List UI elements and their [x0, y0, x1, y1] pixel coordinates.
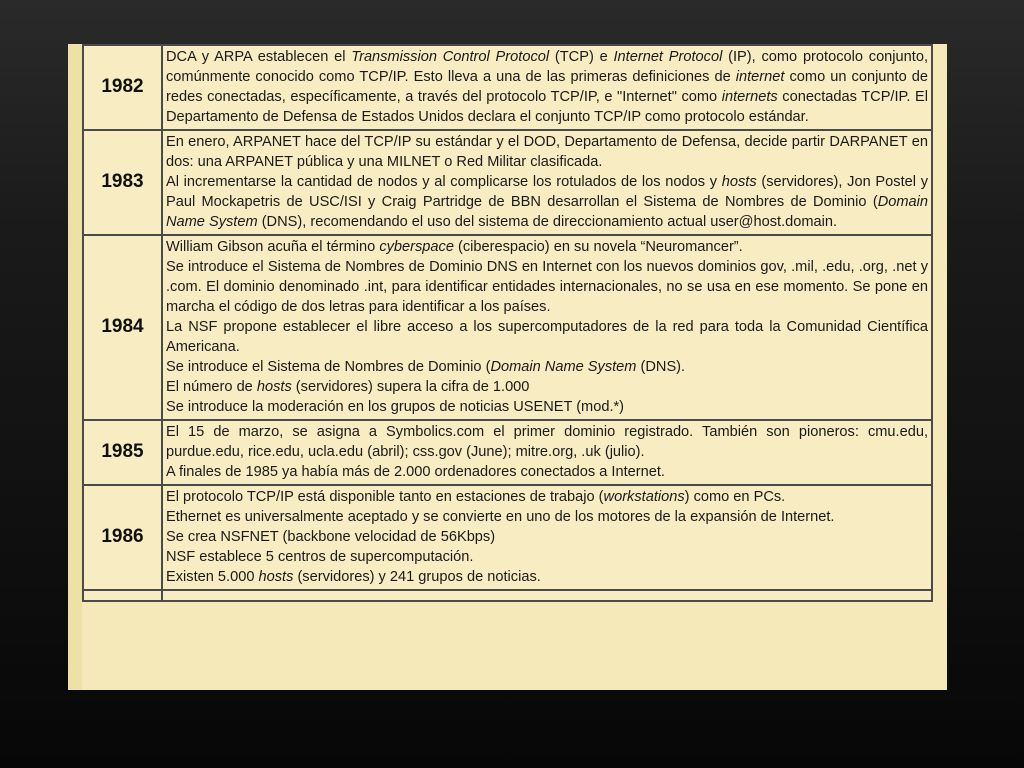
italic-term: internets	[721, 89, 778, 105]
text-segment: conectadas TCP/IP. El Departamento de Defensa de Estados Unidos declara el conjunto TCP/IP como protocolo estándar.	[166, 89, 928, 125]
description-paragraph	[166, 462, 928, 482]
year-cell: 1984	[83, 235, 162, 420]
text-segment: DCA y ARPA establecen el	[166, 49, 352, 65]
cropped-year-cell	[83, 590, 162, 601]
year-cell: 1985	[83, 420, 162, 485]
description-cell	[162, 420, 932, 485]
text-segment: como un conjunto de redes conectadas, específicamente, a través del protocolo TCP/IP, e "Internet" como	[166, 69, 928, 105]
italic-term: Domain Name System	[166, 194, 928, 230]
left-margin-strip	[68, 44, 82, 690]
text-segment: Al incrementarse la cantidad de nodos y al complicarse los rotulados de los nodos y	[166, 174, 722, 190]
text-segment: (servidores), Jon Postel y Paul Mockapetris de USC/ISI y Craig Partridge de BBN desarrollan el Sistema de Nombres de Dominio (	[166, 174, 928, 210]
italic-term: hosts	[721, 174, 757, 190]
italic-term: internet	[735, 69, 785, 85]
description-paragraph	[166, 377, 928, 397]
text-segment: En enero, ARPANET hace del TCP/IP su estándar y el DOD, Departamento de Defensa, decide partir DARPANET en dos: una ARPANET pública y una MILNET o Red Militar clasificada.	[166, 134, 928, 170]
description-paragraph	[166, 172, 928, 232]
text-segment: (DNS), recomendando el uso del sistema de direccionamiento actual user@host.domain.	[257, 214, 838, 230]
description-paragraph	[166, 422, 928, 462]
text-segment: (DNS).	[636, 359, 686, 375]
text-segment: (ciberespacio) en su novela “Neuromancer”.	[453, 239, 743, 255]
text-segment: Se introduce la moderación en los grupos de noticias USENET (mod.*)	[166, 399, 625, 415]
text-segment: El 15 de marzo, se asigna a Symbolics.com el primer dominio registrado. También son pioneros: cmu.edu, purdue.edu, rice.edu, ucla.edu (abril); css.gov (June); mitre.org, .uk (julio).	[166, 424, 928, 460]
italic-term: Transmission Control Protocol	[351, 49, 550, 65]
description-paragraph	[166, 397, 928, 417]
year-cell: 1982	[83, 45, 162, 130]
description-paragraph	[166, 257, 928, 317]
year-cell: 1983	[83, 130, 162, 235]
text-segment: El protocolo TCP/IP está disponible tanto en estaciones de trabajo (	[166, 489, 604, 505]
text-segment: Se introduce el Sistema de Nombres de Dominio (	[166, 359, 491, 375]
table-body	[83, 45, 932, 601]
text-segment: El número de	[166, 379, 257, 395]
description-cell	[162, 130, 932, 235]
text-segment: A finales de 1985 ya había más de 2.000 ordenadores conectados a Internet.	[166, 464, 665, 480]
description-paragraph	[166, 47, 928, 127]
description-paragraph	[166, 357, 928, 377]
italic-term: Domain Name System	[490, 359, 637, 375]
text-segment: Se introduce el Sistema de Nombres de Dominio DNS en Internet con los nuevos dominios gov, .mil, .edu, .org, .net y .com. El dominio denominado .int, para identificar entidades internacionales, no se usa en ese momento. Se pone en marcha el código de dos letras para identificar a los países.	[166, 259, 928, 315]
text-segment: Existen 5.000	[166, 569, 259, 585]
table-row	[83, 45, 932, 130]
text-segment: (servidores) y 241 grupos de noticias.	[293, 569, 541, 585]
italic-term: hosts	[258, 569, 294, 585]
italic-term: workstations	[603, 489, 685, 505]
table-row	[83, 485, 932, 590]
table-row	[83, 130, 932, 235]
text-segment: (TCP) e	[549, 49, 614, 65]
internet-history-table	[82, 44, 933, 602]
table-row	[83, 420, 932, 485]
description-cell	[162, 45, 932, 130]
description-paragraph	[166, 547, 928, 567]
italic-term: cyberspace	[379, 239, 454, 255]
description-paragraph	[166, 487, 928, 507]
text-segment: NSF establece 5 centros de supercomputación.	[166, 549, 474, 565]
text-segment: (servidores) supera la cifra de 1.000	[291, 379, 530, 395]
italic-term: hosts	[256, 379, 292, 395]
italic-term: Internet Protocol	[613, 49, 723, 65]
text-segment: William Gibson acuña el término	[166, 239, 380, 255]
cropped-row	[83, 590, 932, 601]
table-row	[83, 235, 932, 420]
description-cell	[162, 235, 932, 420]
cropped-description-cell	[162, 590, 932, 601]
year-cell: 1986	[83, 485, 162, 590]
text-segment: (IP), como protocolo conjunto, comúnmente conocido como TCP/IP. Esto lleva a una de las primeras definiciones de	[166, 49, 928, 85]
description-paragraph	[166, 527, 928, 547]
description-paragraph	[166, 567, 928, 587]
timeline-image	[68, 44, 947, 690]
text-segment: Se crea NSFNET (backbone velocidad de 56Kbps)	[166, 529, 496, 545]
description-paragraph	[166, 317, 928, 357]
description-paragraph	[166, 237, 928, 257]
description-cell	[162, 485, 932, 590]
description-paragraph	[166, 507, 928, 527]
text-segment: ) como en PCs.	[684, 489, 786, 505]
description-paragraph	[166, 132, 928, 172]
text-segment: Ethernet es universalmente aceptado y se convierte en uno de los motores de la expansión de Internet.	[166, 509, 835, 525]
text-segment: La NSF propone establecer el libre acceso a los supercomputadores de la red para toda la Comunidad Científica Americana.	[166, 319, 928, 355]
